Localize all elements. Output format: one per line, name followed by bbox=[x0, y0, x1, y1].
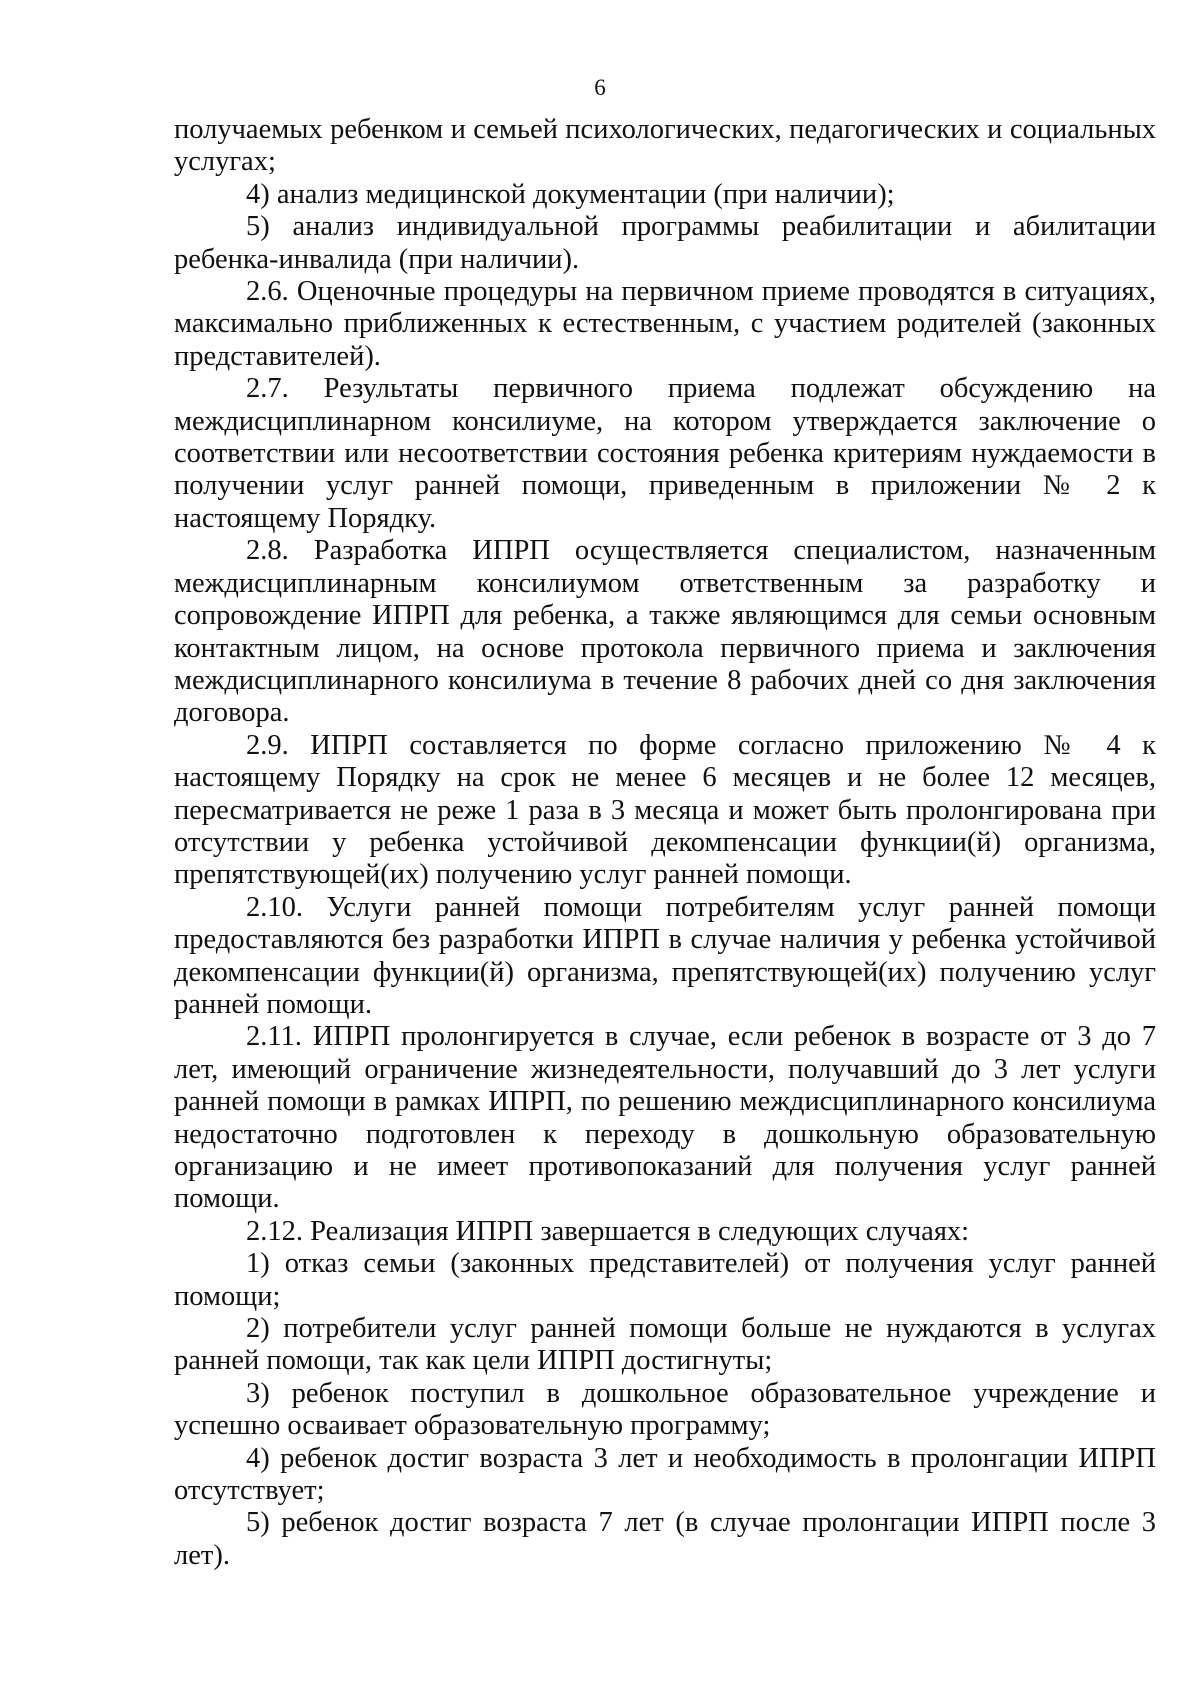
list-item-4: 4) анализ медицинской документации (при наличии); bbox=[246, 178, 895, 210]
clause-2-7: 2.7. Результаты первичного приема подлежат обсуждению на междисциплинарном консилиуме, на котором утверждается заключение о соответствии или несоответствии состояния ребенка критериям нуждаемости в получении услуг ранней помощи, приведенным в приложении № 2 к настоящему Порядку. bbox=[174, 373, 1156, 534]
completion-case-5: 5) ребенок достиг возраста 7 лет (в случае пролонгации ИПРП после 3 лет). bbox=[174, 1507, 1156, 1571]
clause-2-9: 2.9. ИПРП составляется по форме согласно приложению № 4 к настоящему Порядку на срок не менее 6 месяцев и не более 12 месяцев, пересматривается не реже 1 раза в 3 месяца и может быть пролонгирована при отсутствии у ребенка устойчивой декомпенсации функции(й) организма, препятствующей(их) получению услуг ранней помощи. bbox=[174, 729, 1156, 891]
page-number: 6 bbox=[594, 75, 606, 100]
list-item-5: 5) анализ индивидуальной программы реабилитации и абилитации ребенка-инвалида (при наличии). bbox=[174, 211, 1156, 275]
completion-case-4: 4) ребенок достиг возраста 3 лет и необходимость в пролонгации ИПРП отсутствует; bbox=[174, 1442, 1156, 1507]
clause-2-10: 2.10. Услуги ранней помощи потребителям услуг ранней помощи предоставляются без разработки ИПРП в случае наличия у ребенка устойчивой декомпенсации функции(й) организма, препятствующей(их) получению услуг ранней помощи. bbox=[174, 891, 1156, 1020]
completion-case-1: 1) отказ семьи (законных представителей) от получения услуг ранней помощи; bbox=[174, 1248, 1156, 1312]
clause-2-12: 2.12. Реализация ИПРП завершается в следующих случаях: bbox=[246, 1215, 970, 1247]
clause-2-11: 2.11. ИПРП пролонгируется в случае, если ребенок в возрасте от 3 до 7 лет, имеющий ограничение жизнедеятельности, получавший до 3 лет услуги ранней помощи в рамках ИПРП, по решению междисциплинарного консилиума недостаточно подготовлен к переходу в дошкольную образовательную организацию и не имеет противопоказаний для получения услуг ранней помощи. bbox=[174, 1021, 1156, 1215]
paragraph-continuation: получаемых ребенком и семьей психологических, педагогических и социальных услугах; bbox=[174, 114, 1156, 178]
document-body bbox=[174, 114, 1156, 1572]
completion-case-3: 3) ребенок поступил в дошкольное образовательное учреждение и успешно осваивает образовательную программу; bbox=[174, 1377, 1156, 1442]
completion-case-2: 2) потребители услуг ранней помощи больше не нуждаются в услугах ранней помощи, так как цели ИПРП достигнуты; bbox=[174, 1313, 1156, 1377]
clause-2-8: 2.8. Разработка ИПРП осуществляется специалистом, назначенным междисциплинарным консилиумом ответственным за разработку и сопровождение ИПРП для ребенка, а также являющимся для семьи основным контактным лицом, на основе протокола первичного приема и заключения междисциплинарного консилиума в течение 8 рабочих дней со дня заключения договора. bbox=[174, 535, 1156, 729]
clause-2-6: 2.6. Оценочные процедуры на первичном приеме проводятся в ситуациях, максимально приближенных к естественным, с участием родителей (законных представителей). bbox=[174, 276, 1156, 372]
